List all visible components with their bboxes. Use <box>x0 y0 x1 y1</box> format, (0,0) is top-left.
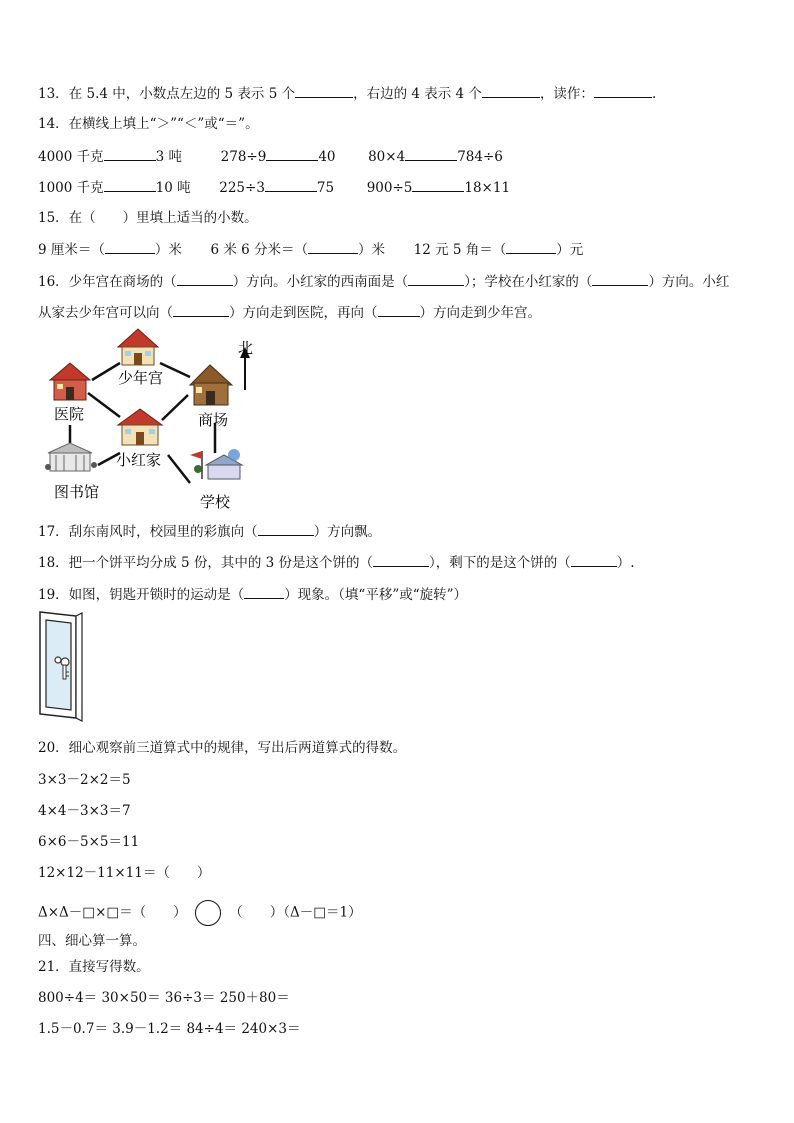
q14-r2-c2-left: 225÷3 <box>219 180 265 196</box>
q14-r1-c3-right: 784÷6 <box>457 149 503 165</box>
library-label: 图书馆 <box>54 483 100 501</box>
q21-row-1: 800÷4＝ 30×50＝ 36÷3＝ 250＋80＝ <box>38 990 290 1006</box>
q16-text-g: ）方向走到少年宫。 <box>419 305 541 321</box>
q15-title: 15．在（ ）里填上适当的小数。 <box>38 210 258 226</box>
hospital-label: 医院 <box>54 405 85 423</box>
q14-row-1 <box>38 147 503 166</box>
q13-blank-1[interactable] <box>295 84 353 98</box>
q14-r2-c3-left: 900÷5 <box>366 180 413 196</box>
q15-item-2-blank[interactable] <box>308 240 358 254</box>
library-icon <box>45 443 97 471</box>
q20-line-2: 4×4－3×3＝7 <box>38 803 131 819</box>
q20-line-1: 3×3－2×2＝5 <box>38 772 131 788</box>
q14-row-2 <box>38 178 510 197</box>
q16-line-2 <box>38 303 541 322</box>
q20-last-b: （ ）（Δ－□＝1） <box>229 904 362 921</box>
youth-palace-icon <box>118 329 158 365</box>
q16-line-1 <box>38 272 729 291</box>
q20-last-a: Δ×Δ－□×□＝（ ） <box>38 904 187 921</box>
q20-title: 20．细心观察前三道算式中的规律，写出后两道算式的得数。 <box>38 740 407 756</box>
q14-r1-c1-right: 3 吨 <box>155 149 183 165</box>
q14-r1-c3-blank[interactable] <box>405 147 457 161</box>
q14-r2-c2-blank[interactable] <box>265 178 317 192</box>
q17-line <box>38 522 381 541</box>
q13-blank-2[interactable] <box>482 84 540 98</box>
q16-blank-2[interactable] <box>408 272 464 286</box>
q18-line <box>38 553 635 572</box>
q16-text-d: ）方向。小红 <box>648 274 730 290</box>
q13-blank-3[interactable] <box>594 84 652 98</box>
q14-r1-c1-left: 4000 千克 <box>38 149 104 165</box>
q15-items <box>38 240 583 259</box>
north-label: 北 <box>238 339 254 357</box>
q16-text-b: ）方向。小红家的西南面是（ <box>232 274 409 290</box>
q13-text-2: ，右边的 4 表示 4 个 <box>353 86 482 102</box>
q18-blank-1[interactable] <box>373 553 429 567</box>
q15-item-3-blank[interactable] <box>506 240 556 254</box>
q16-text-c: ）；学校在小红家的（ <box>464 274 593 290</box>
q15-item-1-blank[interactable] <box>105 240 155 254</box>
q14-r2-c2-right: 75 <box>316 180 335 196</box>
q14-r1-c2-left: 278÷9 <box>220 149 267 165</box>
q16-blank-3[interactable] <box>592 272 648 286</box>
home-icon <box>118 409 162 445</box>
q17-text-a: 17．刮东南风时，校园里的彩旗向（ <box>38 524 258 540</box>
door-figure <box>38 610 86 722</box>
q14-r1-c1-blank[interactable] <box>104 147 156 161</box>
path-home-school <box>168 455 190 483</box>
operator-circle[interactable] <box>195 900 221 926</box>
direction-map <box>40 325 270 515</box>
q16-blank-5[interactable] <box>378 303 420 317</box>
q19-text-b: ）现象。（填“平移”或“旋转”） <box>284 587 468 603</box>
q15-item-1-right: ）米 <box>154 242 182 258</box>
q14-r2-c3-blank[interactable] <box>412 178 464 192</box>
q16-text-e: 从家去少年宫可以向（ <box>38 305 173 321</box>
q16-blank-4[interactable] <box>173 303 229 317</box>
q16-blank-1[interactable] <box>177 272 233 286</box>
mall-icon <box>190 365 232 405</box>
q14-r1-c2-right: 40 <box>318 149 336 165</box>
school-label: 学校 <box>200 493 231 511</box>
hospital-icon <box>50 363 90 400</box>
path-hospital-youth <box>92 363 120 380</box>
school-icon <box>190 449 242 479</box>
q16-text-f: ）方向走到医院，再向（ <box>229 305 378 321</box>
q14-r2-c3-right: 18×11 <box>464 180 511 196</box>
q17-blank[interactable] <box>258 522 314 536</box>
home-label: 小红家 <box>116 451 162 469</box>
q21-row-2: 1.5－0.7＝ 3.9－1.2＝ 84÷4＝ 240×3＝ <box>38 1021 301 1037</box>
q20-line-4: 12×12－11×11＝（ ） <box>38 865 211 881</box>
q13-number: 13． <box>38 86 69 102</box>
q15-item-1-left: 9 厘米＝（ <box>38 242 105 258</box>
path-hospital-home <box>88 393 120 417</box>
q13-text-1: 在 5.4 中，小数点左边的 5 表示 5 个 <box>68 86 296 102</box>
q16-text-a: 16．少年宫在商场的（ <box>38 274 177 290</box>
q18-text-c: ）. <box>616 555 635 571</box>
q14-r2-c1-right: 10 吨 <box>155 180 191 196</box>
q15-item-2-right: ）米 <box>358 242 386 258</box>
q19-line <box>38 585 467 604</box>
q18-text-a: 18．把一个饼平均分成 5 份，其中的 3 份是这个饼的（ <box>38 555 374 571</box>
path-home-mall <box>162 395 188 420</box>
q17-text-b: ）方向飘。 <box>313 524 382 540</box>
q15-item-3-right: ）元 <box>556 242 584 258</box>
path-youth-mall <box>160 363 190 377</box>
q20-line-3: 6×6－5×5＝11 <box>38 834 140 850</box>
q13-line <box>38 84 656 103</box>
youth-palace-label: 少年宫 <box>118 369 164 387</box>
q14-r1-c3-left: 80×4 <box>368 149 406 165</box>
q13-text-3: ，读作： <box>539 86 594 102</box>
section-4-heading: 四、细心算一算。 <box>38 933 146 949</box>
q15-item-3-left: 12 元 5 角＝（ <box>413 242 507 258</box>
q19-blank[interactable] <box>244 585 284 599</box>
q21-title: 21．直接写得数。 <box>38 959 150 975</box>
q14-title: 14．在横线上填上“＞”“＜”或“＝”。 <box>38 116 259 132</box>
q18-blank-2[interactable] <box>571 553 617 567</box>
q14-r1-c2-blank[interactable] <box>266 147 318 161</box>
q19-text-a: 19．如图，钥匙开锁时的运动是（ <box>38 587 245 603</box>
q14-r2-c1-blank[interactable] <box>104 178 156 192</box>
q18-text-b: ），剩下的是这个饼的（ <box>429 555 571 571</box>
mall-label: 商场 <box>198 411 229 429</box>
q14-r2-c1-left: 1000 千克 <box>38 180 104 196</box>
q13-end: . <box>651 86 657 102</box>
q15-item-2-left: 6 米 6 分米＝（ <box>210 242 309 258</box>
q20-line-5 <box>38 900 362 926</box>
